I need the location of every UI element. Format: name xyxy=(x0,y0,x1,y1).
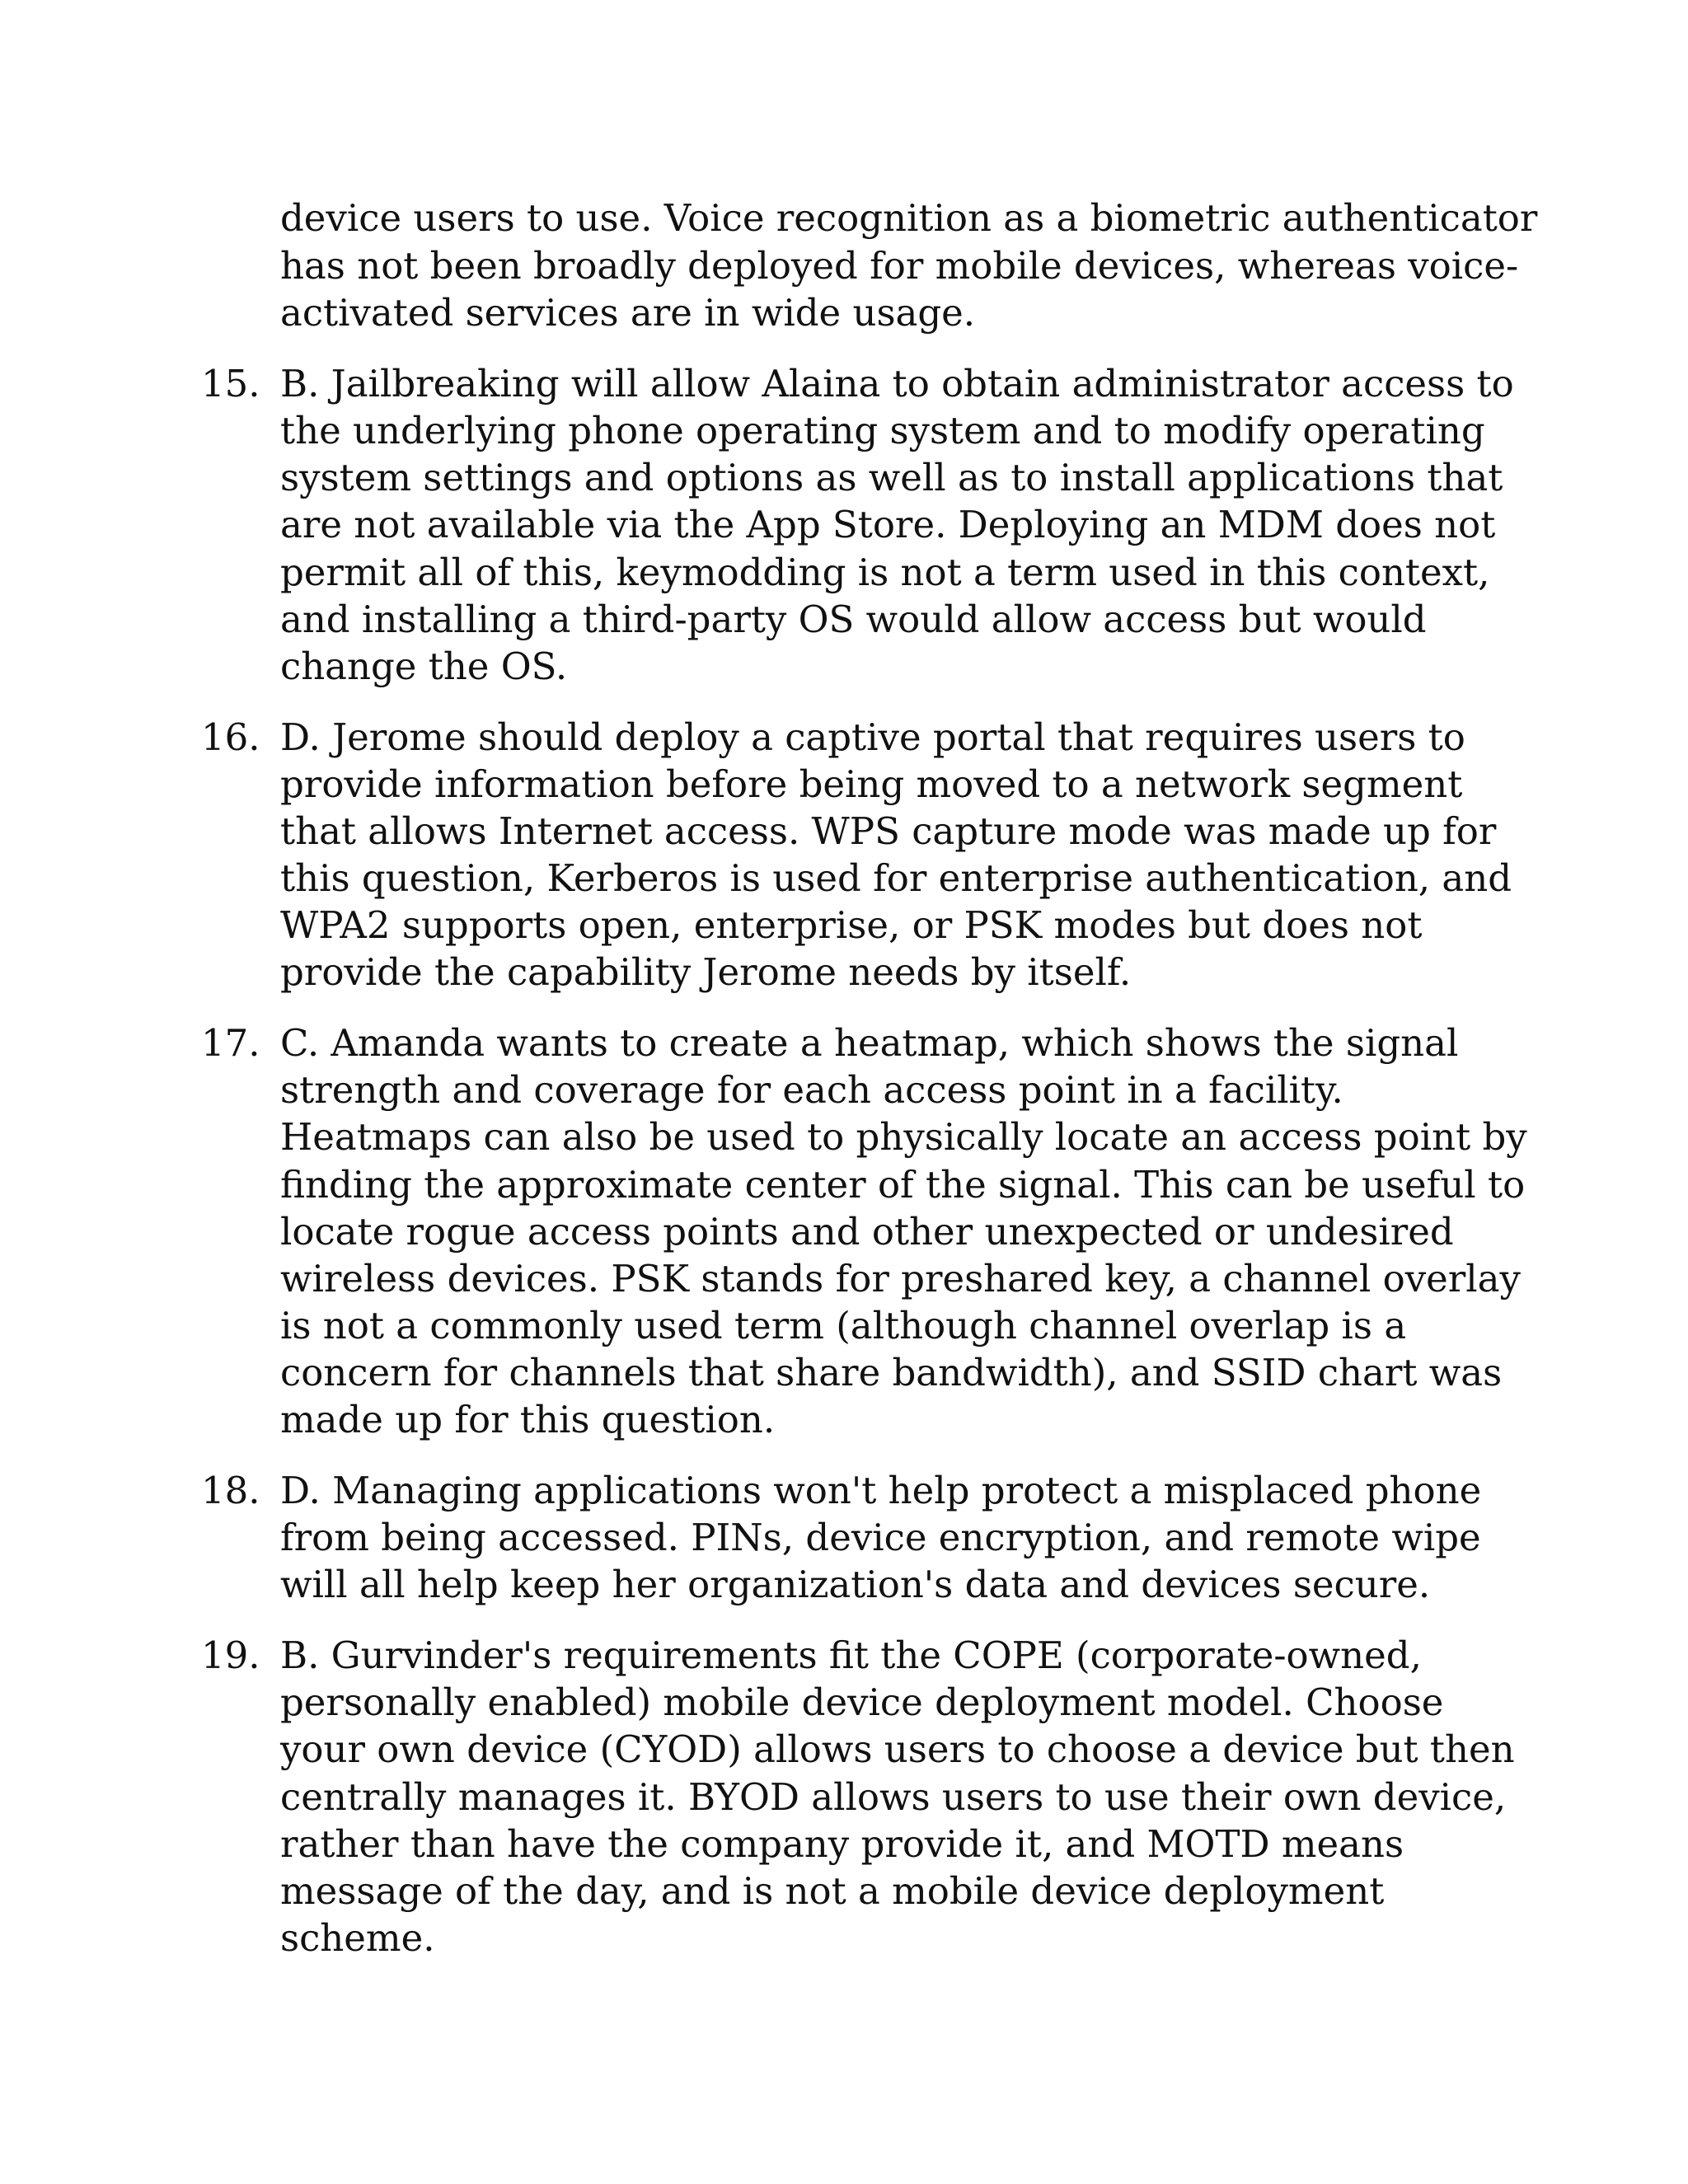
text-line: this question, Kerberos is used for enterprise authentication, and xyxy=(280,856,1512,900)
text-line: that allows Internet access. WPS capture mode was made up for xyxy=(280,809,1497,853)
text-line: finding the approximate center of the signal. This can be useful to xyxy=(280,1163,1526,1207)
item-number: 16. xyxy=(201,715,260,759)
item-number: 17. xyxy=(201,1021,260,1065)
text-line: change the OS. xyxy=(280,644,568,688)
text-line: D. Managing applications won't help protect a misplaced phone xyxy=(280,1469,1482,1512)
text-line: strength and coverage for each access point in a facility. xyxy=(280,1068,1343,1112)
item-number: 18. xyxy=(201,1469,260,1512)
text-line: personally enabled) mobile device deployment model. Choose xyxy=(280,1680,1444,1724)
text-line: rather than have the company provide it, and MOTD means xyxy=(280,1822,1404,1866)
text-line: from being accessed. PINs, device encryption, and remote wipe xyxy=(280,1516,1481,1559)
text-line: made up for this question. xyxy=(280,1398,776,1441)
text-line: has not been broadly deployed for mobile devices, whereas voice- xyxy=(280,244,1519,288)
text-line: centrally manages it. BYOD allows users to use their own device, xyxy=(280,1775,1507,1819)
text-line: provide the capability Jerome needs by itself. xyxy=(280,950,1132,994)
text-line: will all help keep her organization's data and devices secure. xyxy=(280,1563,1431,1606)
text-line: are not available via the App Store. Deploying an MDM does not xyxy=(280,503,1496,546)
text-line: locate rogue access points and other unexpected or undesired xyxy=(280,1210,1454,1254)
text-line: your own device (CYOD) allows users to choose a device but then xyxy=(280,1727,1515,1771)
text-line: activated services are in wide usage. xyxy=(280,291,976,335)
text-line: B. Jailbreaking will allow Alaina to obtain administrator access to xyxy=(280,362,1514,405)
text-line: permit all of this, keymodding is not a term used in this context, xyxy=(280,551,1490,594)
text-line: B. Gurvinder's requirements fit the COPE (corporate-owned, xyxy=(280,1633,1422,1677)
text-line: device users to use. Voice recognition as a biometric authenticator xyxy=(280,196,1538,240)
text-line: provide information before being moved to a network segment xyxy=(280,762,1463,806)
text-line: wireless devices. PSK stands for preshared key, a channel overlay xyxy=(280,1257,1521,1301)
text-line: scheme. xyxy=(280,1916,435,1960)
text-line: message of the day, and is not a mobile device deployment xyxy=(280,1869,1385,1913)
item-number: 19. xyxy=(201,1633,260,1677)
text-line: Heatmaps can also be used to physically locate an access point by xyxy=(280,1115,1527,1159)
text-line: C. Amanda wants to create a heatmap, which shows the signal xyxy=(280,1021,1459,1065)
text-line: system settings and options as well as to install applications that xyxy=(280,456,1503,499)
text-line: the underlying phone operating system and to modify operating xyxy=(280,409,1485,452)
text-line: and installing a third-party OS would allow access but would xyxy=(280,598,1427,641)
text-line: WPA2 supports open, enterprise, or PSK modes but does not xyxy=(280,903,1423,947)
text-line: is not a commonly used term (although channel overlap is a xyxy=(280,1304,1407,1347)
text-line: D. Jerome should deploy a captive portal that requires users to xyxy=(280,715,1465,759)
item-number: 15. xyxy=(201,362,260,405)
text-line: concern for channels that share bandwidth), and SSID chart was xyxy=(280,1351,1503,1394)
